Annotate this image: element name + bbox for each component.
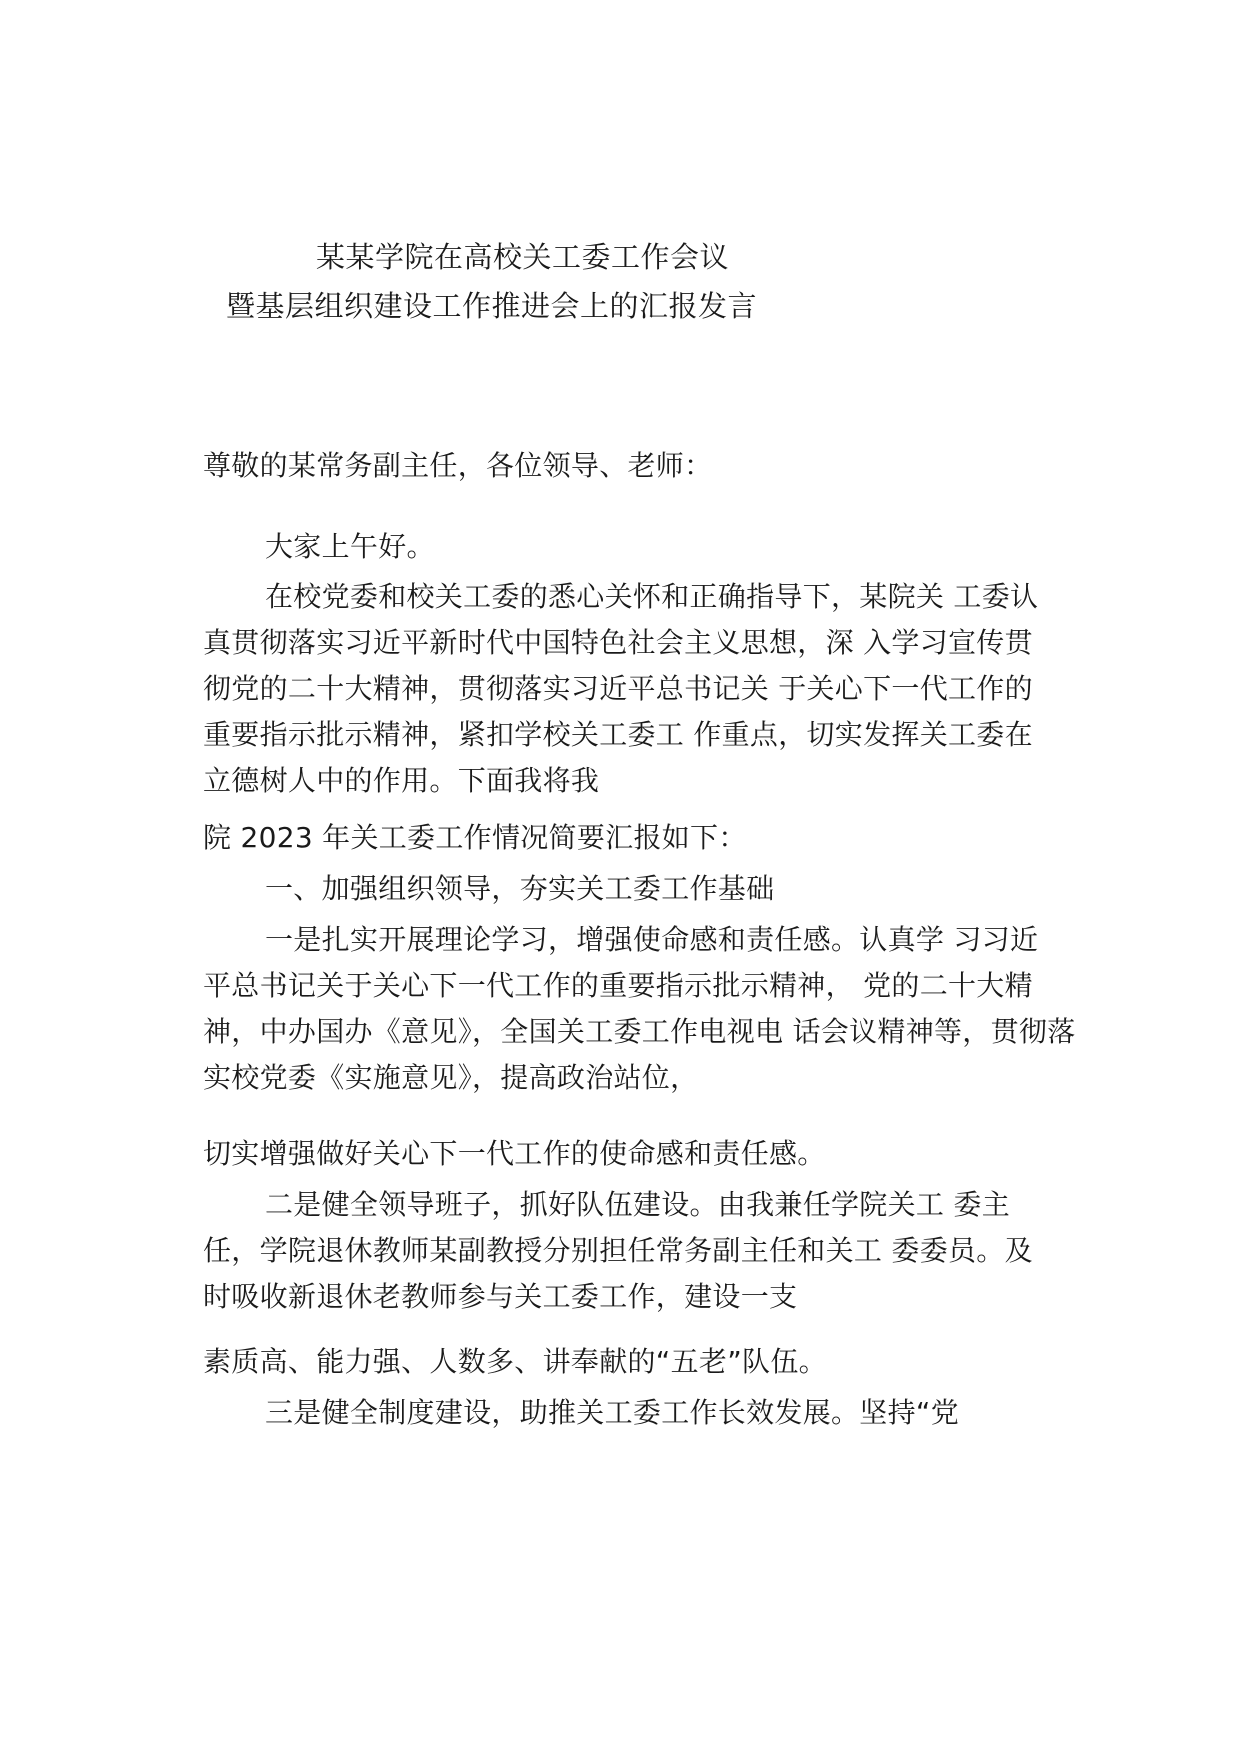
paragraph-3-line: 时吸收新退休老教师参与关工委工作，建设一支: [203, 1280, 798, 1313]
paragraph-2-line: 一是扎实开展理论学习，增强使命感和责任感。认真学 习习近: [265, 923, 1039, 956]
paragraph-2: [203, 917, 1083, 1101]
greeting: 大家上午好。: [265, 530, 435, 563]
paragraph-1-line: 重要指示批示精神，紧扣学校关工委工 作重点，切实发挥关工委在: [203, 718, 1033, 751]
paragraph-1-line: 在校党委和校关工委的悉心关怀和正确指导下，某院关 工委认: [265, 580, 1039, 613]
paragraph-2-line: 实校党委《实施意见》，提高政治站位，: [203, 1061, 699, 1094]
paragraph-1-line: 立德树人中的作用。下面我将我: [203, 764, 600, 797]
paragraph-2-continuation: [203, 1131, 1083, 1177]
paragraph-2-line: 神，中办国办《意见》，全国关工委工作电视电 话会议精神等，贯彻落: [203, 1015, 1076, 1048]
paragraph-2-line: 平总书记关于关心下一代工作的重要指示批示精神， 党的二十大精: [203, 969, 1033, 1002]
paragraph-1-line: 真贯彻落实习近平新时代中国特色社会主义思想，深 入学习宣传贯: [203, 626, 1033, 659]
paragraph-4-line: 三是健全制度建设，助推关工委工作长效发展。坚持“党: [265, 1396, 960, 1429]
document-title-line2: 暨基层组织建设工作推进会上的汇报发言: [226, 289, 758, 323]
paragraph-4: [203, 1390, 1083, 1436]
salutation: 尊敬的某常务副主任，各位领导、老师：: [203, 449, 713, 482]
section-heading-1-text: 一、加强组织领导，夯实关工委工作基础: [265, 872, 775, 905]
paragraph-1-line: 彻党的二十大精神，贯彻落实习近平总书记关 于关心下一代工作的: [203, 672, 1033, 705]
paragraph-3-continuation: [203, 1339, 1083, 1385]
paragraph-3-line: 任，学院退休教师某副教授分别担任常务副主任和关工 委委员。及: [203, 1234, 1033, 1267]
paragraph-1-continuation: [203, 815, 1083, 861]
document-title-line1: 某某学院在高校关工委工作会议: [316, 240, 730, 274]
paragraph-3-continuation-line: 素质高、能力强、人数多、讲奉献的“五老”队伍。: [203, 1345, 827, 1378]
paragraph-1: [203, 574, 1083, 804]
paragraph-3: [203, 1182, 1083, 1320]
paragraph-2-continuation-line: 切实增强做好关心下一代工作的使命感和责任感。: [203, 1137, 826, 1170]
paragraph-3-line: 二是健全领导班子，抓好队伍建设。由我兼任学院关工 委主: [265, 1188, 1011, 1221]
section-heading-1: [203, 866, 1083, 912]
paragraph-1-continuation-line: 院 2023 年关工委工作情况简要汇报如下：: [203, 821, 747, 854]
